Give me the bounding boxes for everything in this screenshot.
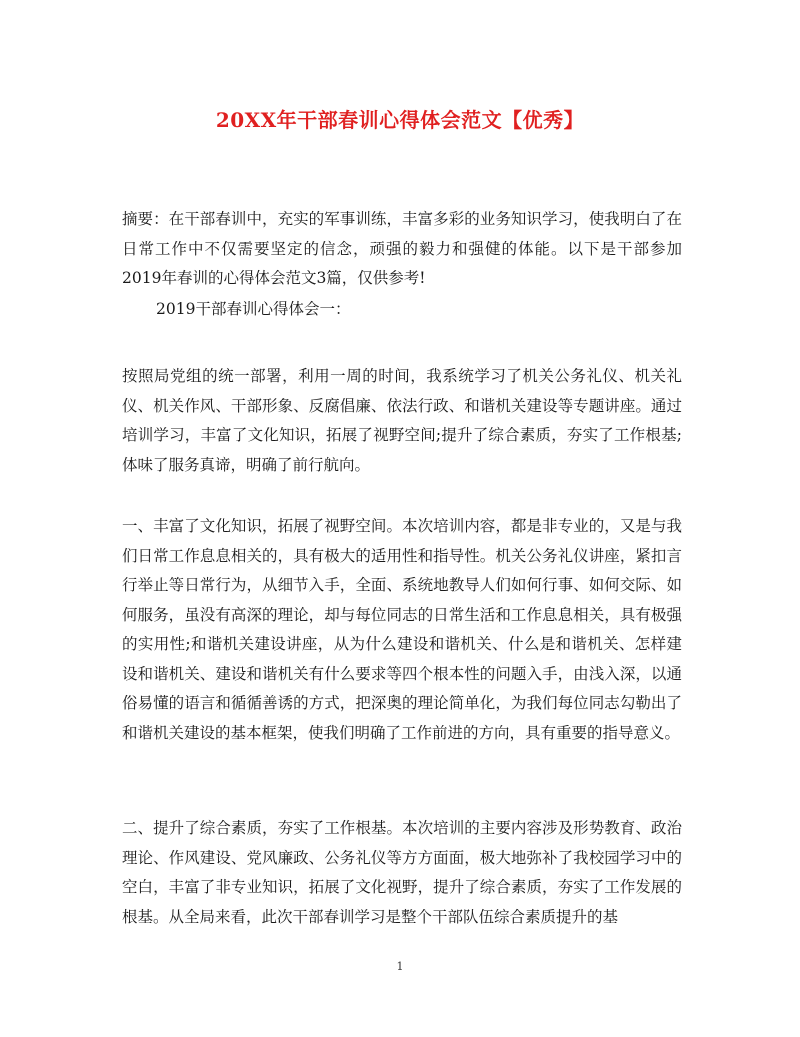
section-subheading: 2019干部春训心得体会一： bbox=[156, 300, 351, 318]
summary-paragraph: 摘要：在干部春训中，充实的军事训练，丰富多彩的业务知识学习，使我明白了在日常工作中不仅需要坚定的信念，顽强的毅力和强健的体能。以下是干部参加2019年春训的心得体会范文3篇，仅供参考! bbox=[122, 210, 682, 287]
intro-paragraph: 按照局党组的统一部署，利用一周的时间，我系统学习了机关公务礼仪、机关礼仪、机关作风、干部形象、反腐倡廉、依法行政、和谐机关建设等专题讲座。通过培训学习，丰富了文化知识，拓展了视野空间;提升了综合素质，夯实了工作根基;体味了服务真谛，明确了前行航向。 bbox=[122, 367, 682, 474]
point-one-paragraph: 一、丰富了文化知识，拓展了视野空间。本次培训内容，都是非专业的，又是与我们日常工作息息相关的，具有极大的适用性和指导性。机关公务礼仪讲座，紧扣言行举止等日常行为，从细节入手，全面、系统地教导人们如何行事、如何交际、如何服务，虽没有高深的理论，却与每位同志的日常生活和工作息息相关，具有极强的实用性;和谐机关建设讲座，从为什么建设和谐机关、什么是和谐机关、怎样建设和谐机关、建设和谐机关有什么要求等四个根本性的问题入手，由浅入深，以通俗易懂的语言和循循善诱的方式，把深奥的理论简单化，为我们每位同志勾勒出了和谐机关建设的基本框架，使我们明确了工作前进的方向，具有重要的指导意义。 bbox=[122, 517, 682, 742]
point-two-paragraph: 二、提升了综合素质，夯实了工作根基。本次培训的主要内容涉及形势教育、政治理论、作风建设、党风廉政、公务礼仪等方方面面，极大地弥补了我校园学习中的空白，丰富了非专业知识，拓展了文化视野，提升了综合素质，夯实了工作发展的根基。从全局来看，此次干部春训学习是整个干部队伍综合素质提升的基 bbox=[122, 819, 682, 926]
document-title: 20XX年干部春训心得体会范文【优秀】 bbox=[215, 108, 585, 132]
page-number: 1 bbox=[396, 960, 404, 973]
